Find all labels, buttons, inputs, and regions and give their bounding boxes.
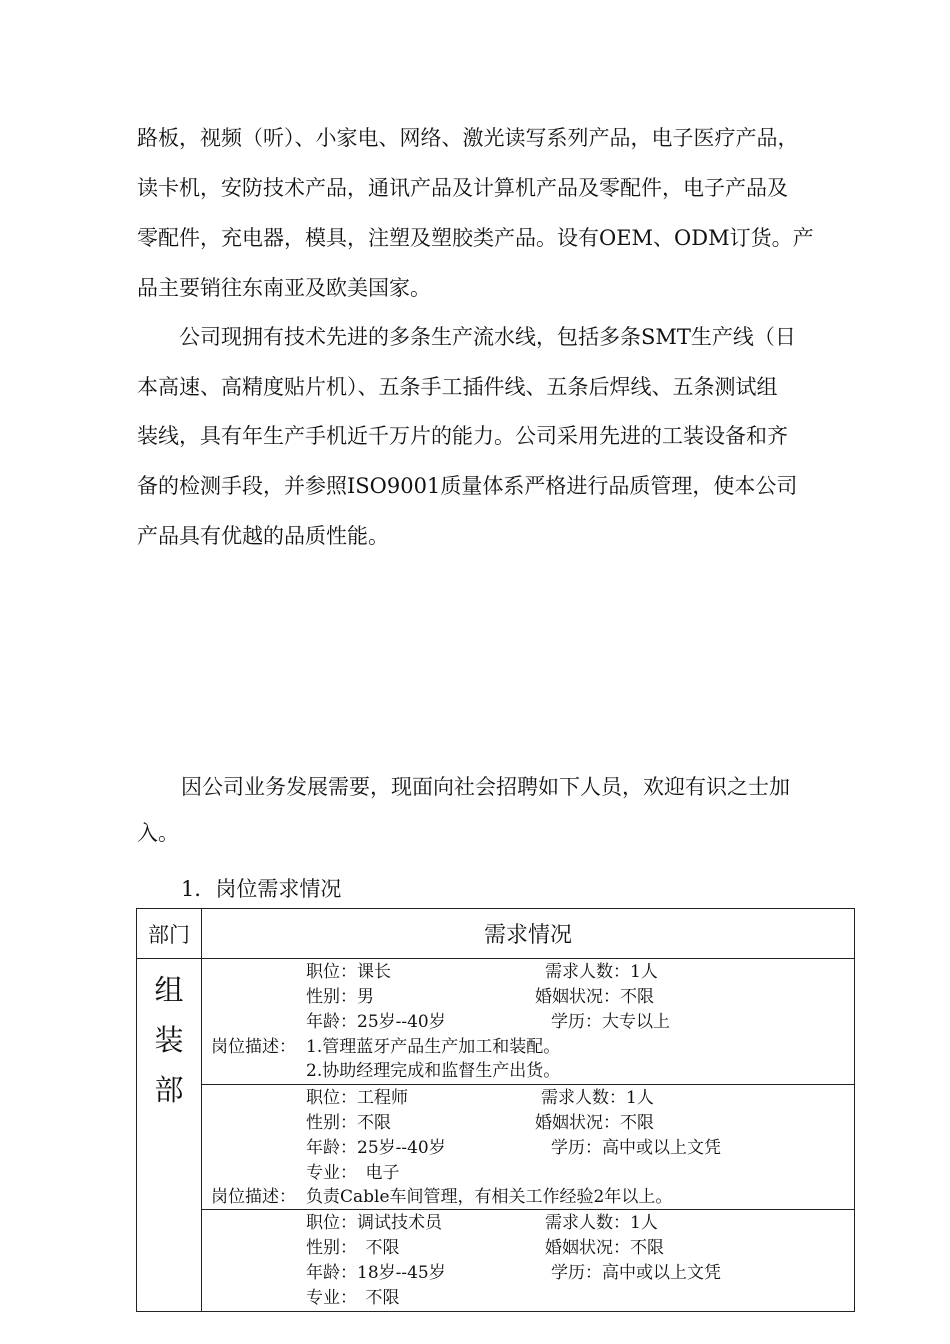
paragraph-line: 备的检测手段，并参照ISO9001质量体系严格进行品质管理，使本公司 [137, 474, 798, 498]
job-count: 需求人数：1人 [545, 1213, 658, 1233]
job-age: 年龄：18岁--45岁 [306, 1263, 446, 1283]
paragraph-line: 读卡机，安防技术产品，通讯产品及计算机产品及零配件，电子产品及 [137, 176, 788, 200]
job-cell [202, 959, 855, 1085]
header-need: 需求情况 [202, 909, 855, 959]
job-education: 学历：高中或以上文凭 [551, 1263, 721, 1283]
job-desc-label: 岗位描述： [211, 1037, 296, 1057]
job-education: 学历：高中或以上文凭 [551, 1138, 721, 1158]
paragraph-line: 本高速、高精度贴片机）、五条手工插件线、五条后焊线、五条测试组 [137, 375, 778, 399]
job-desc-label: 岗位描述： [211, 1187, 296, 1207]
paragraph-line: 品主要销往东南亚及欧美国家。 [137, 276, 431, 300]
job-block [202, 1210, 854, 1311]
job-marital: 婚姻状况：不限 [535, 1113, 654, 1133]
table-row [137, 959, 855, 1085]
job-desc-line: 负责Cable车间管理，有相关工作经验2年以上。 [306, 1187, 673, 1207]
job-position: 职位：课长 [306, 962, 391, 982]
table-row [137, 1210, 855, 1312]
dept-cell [137, 959, 202, 1312]
job-cell [202, 1085, 855, 1210]
job-age: 年龄：25岁--40岁 [306, 1012, 446, 1032]
dept-char: 部 [154, 1073, 184, 1107]
job-position: 职位：调试技术员 [306, 1213, 442, 1233]
job-marital: 婚姻状况：不限 [535, 987, 654, 1007]
job-major: 专业： 不限 [306, 1288, 400, 1308]
paragraph-line: 路板，视频（听）、小家电、网络、激光读写系列产品，电子医疗产品， [137, 126, 799, 150]
job-major: 专业： 电子 [306, 1163, 400, 1183]
table-row [137, 1085, 855, 1210]
job-gender: 性别： 不限 [306, 1238, 400, 1258]
job-block [202, 959, 854, 1084]
paragraph-line: 公司现拥有技术先进的多条生产流水线，包括多条SMT生产线（日 [137, 325, 796, 349]
job-desc-line: 1.管理蓝牙产品生产加工和装配。 [306, 1037, 561, 1057]
job-count: 需求人数：1人 [541, 1088, 654, 1108]
job-block [202, 1085, 854, 1209]
header-dept: 部门 [137, 909, 202, 959]
job-gender: 性别：男 [306, 987, 374, 1007]
section-heading: 1．岗位需求情况 [181, 877, 342, 901]
job-position: 职位：工程师 [306, 1088, 408, 1108]
job-desc-line: 2.协助经理完成和监督生产出货。 [306, 1061, 561, 1081]
job-age: 年龄：25岁--40岁 [306, 1138, 446, 1158]
paragraph-line: 产品具有优越的品质性能。 [137, 524, 389, 548]
paragraph-line: 零配件，充电器，模具，注塑及塑胶类产品。设有OEM、ODM订货。产 [137, 226, 814, 250]
paragraph-line: 装线，具有年生产手机近千万片的能力。公司采用先进的工装设备和齐 [137, 424, 788, 448]
table-header-row [137, 909, 855, 959]
jobs-table [136, 908, 855, 1312]
recruit-intro-line: 入。 [137, 821, 179, 845]
job-education: 学历：大专以上 [551, 1012, 670, 1032]
job-cell [202, 1210, 855, 1312]
job-count: 需求人数：1人 [545, 962, 658, 982]
job-marital: 婚姻状况：不限 [545, 1238, 664, 1258]
job-gender: 性别：不限 [306, 1113, 391, 1133]
dept-char: 装 [154, 1023, 184, 1057]
dept-char: 组 [154, 973, 184, 1007]
recruit-intro-line: 因公司业务发展需要，现面向社会招聘如下人员，欢迎有识之士加 [181, 775, 790, 799]
